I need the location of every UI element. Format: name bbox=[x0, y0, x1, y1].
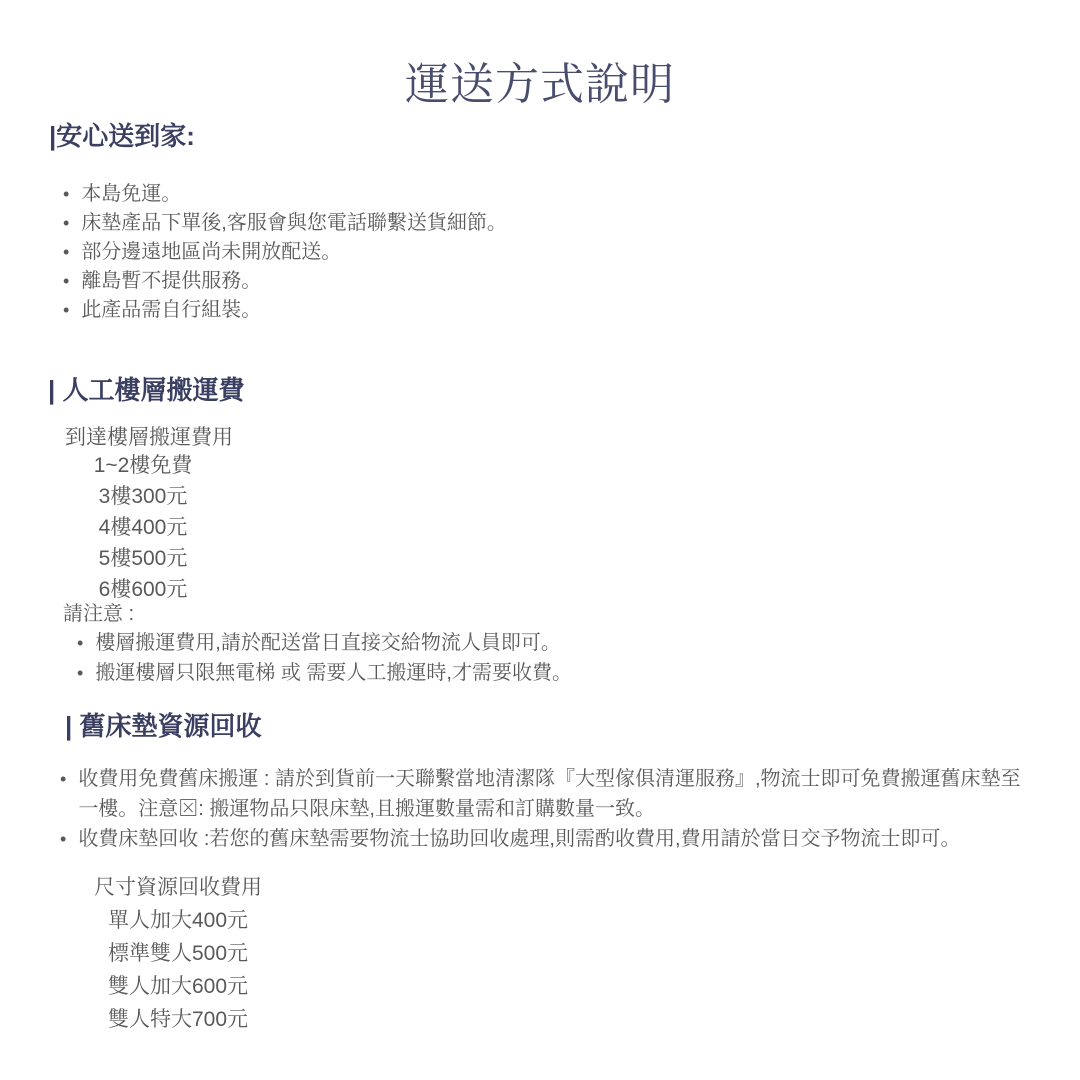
list-item-text: 收費用免費舊床搬運 : 請於到貨前一天聯繫當地清潔隊『大型傢俱清運服務』,物流士即可免費搬運舊床墊至一樓。注意⊠: 搬運物品只限床墊,且搬運數量需和訂購數量一致。 bbox=[78, 768, 1021, 820]
list-item bbox=[63, 209, 507, 238]
bullet-icon: • bbox=[63, 271, 70, 291]
list-item bbox=[60, 824, 1026, 854]
floor-fee-table bbox=[62, 450, 224, 605]
section-heading-recycle: | 舊床墊資源回收 bbox=[65, 711, 262, 741]
list-item-text: 搬運樓層只限無電梯 或 需要人工搬運時,才需要收費。 bbox=[95, 662, 572, 684]
bullet-icon: • bbox=[60, 829, 67, 849]
list-item-text: 部分邊遠地區尚未開放配送。 bbox=[81, 241, 342, 263]
list-item bbox=[77, 658, 572, 688]
floor-fee-table-title: 到達樓層搬運費用 bbox=[65, 426, 233, 449]
section-heading-floor-fee: | 人工樓層搬運費 bbox=[48, 375, 245, 405]
recycle-fee-table-title: 尺寸資源回收費用 bbox=[94, 876, 262, 899]
recycle-bullet-list bbox=[60, 764, 1026, 854]
recycle-fee-row: 雙人加大600元 bbox=[107, 975, 249, 998]
list-item-text: 收費床墊回收 :若您的舊床墊需要物流士協助回收處理,則需酌收費用,費用請於當日交予物流士即可。 bbox=[78, 828, 961, 850]
delivery-bullet-list bbox=[63, 180, 507, 325]
list-item-text: 樓層搬運費用,請於配送當日直接交給物流人員即可。 bbox=[95, 632, 561, 654]
note-label: 請注意 : bbox=[63, 603, 135, 625]
bullet-icon: • bbox=[63, 300, 70, 320]
recycle-fee-row: 單人加大400元 bbox=[107, 909, 249, 932]
list-item bbox=[63, 238, 507, 267]
floor-fee-row: 6樓600元 bbox=[98, 578, 188, 601]
floor-fee-notes-list bbox=[77, 628, 572, 688]
list-item bbox=[60, 764, 1026, 824]
floor-fee-row: 4樓400元 bbox=[98, 516, 188, 539]
recycle-fee-row: 標準雙人500元 bbox=[107, 942, 249, 965]
bullet-icon: • bbox=[63, 242, 70, 262]
floor-fee-row: 5樓500元 bbox=[98, 547, 188, 570]
floor-fee-row: 1~2樓免費 bbox=[93, 454, 193, 477]
bullet-icon: • bbox=[63, 213, 70, 233]
bullet-icon: • bbox=[77, 663, 84, 683]
list-item-text: 本島免運。 bbox=[81, 183, 182, 205]
floor-fee-row: 3樓300元 bbox=[98, 485, 188, 508]
list-item-text: 床墊產品下單後,客服會與您電話聯繫送貨細節。 bbox=[81, 212, 507, 234]
list-item bbox=[63, 180, 507, 209]
list-item bbox=[77, 628, 572, 658]
list-item bbox=[63, 296, 507, 325]
list-item-text: 離島暫不提供服務。 bbox=[81, 270, 262, 292]
bullet-icon: • bbox=[63, 184, 70, 204]
section-heading-delivery: |安心送到家: bbox=[49, 121, 195, 151]
list-item-text: 此產品需自行組裝。 bbox=[81, 299, 262, 321]
bullet-icon: • bbox=[60, 769, 67, 789]
recycle-fee-row: 雙人特大700元 bbox=[107, 1008, 249, 1031]
bullet-icon: • bbox=[77, 633, 84, 653]
recycle-fee-table bbox=[65, 871, 291, 1036]
page-title: 運送方式說明 bbox=[405, 60, 675, 109]
list-item bbox=[63, 267, 507, 296]
